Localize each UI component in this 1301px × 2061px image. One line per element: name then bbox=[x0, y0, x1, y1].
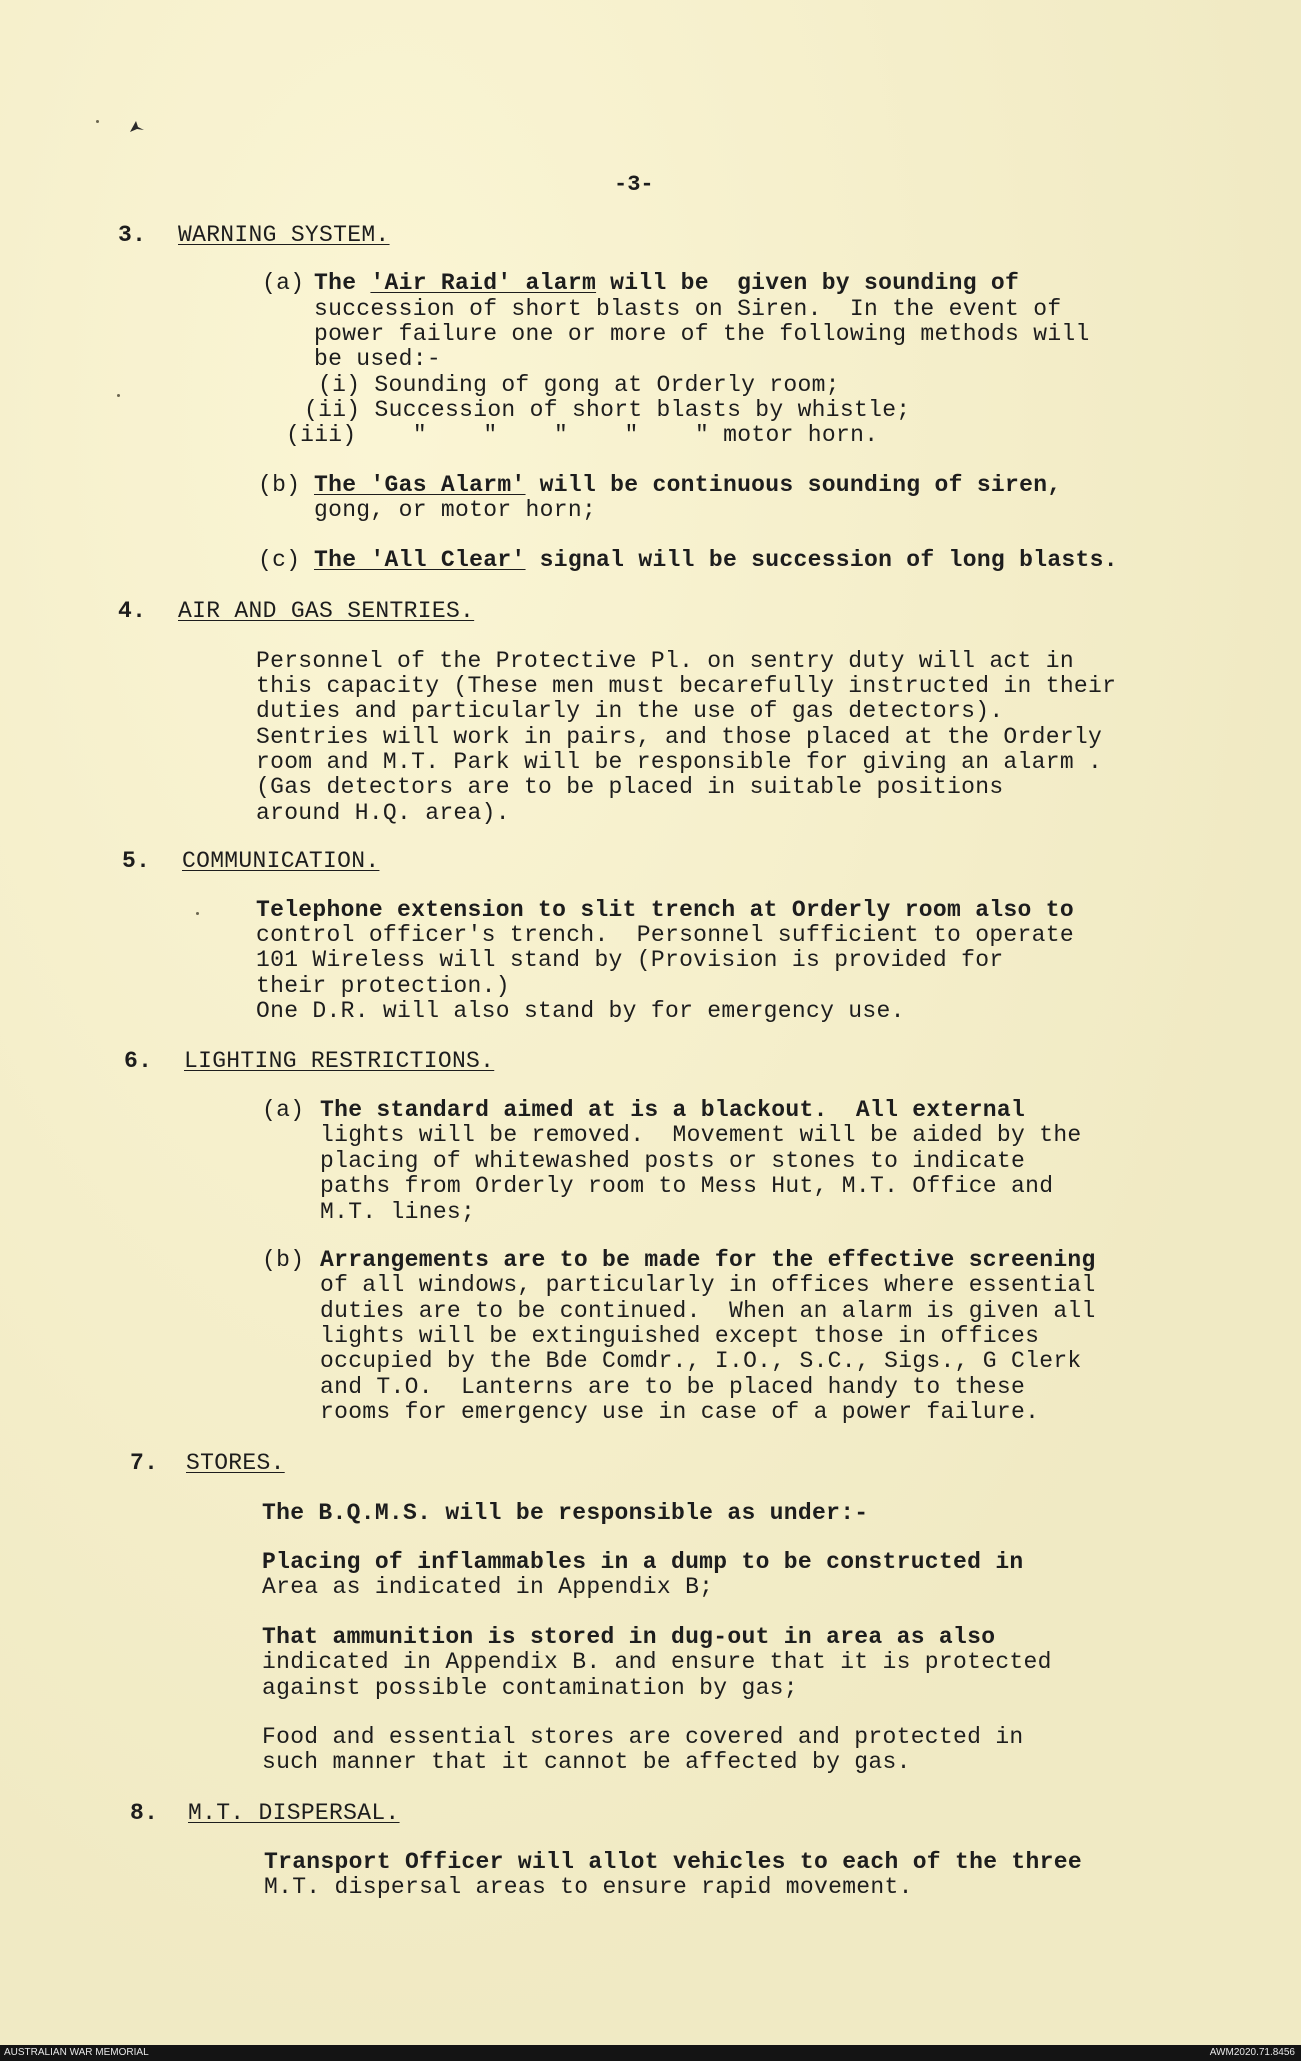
section-7-title: STORES. bbox=[186, 1450, 285, 1476]
s3-c-label: (c) bbox=[258, 547, 301, 573]
s3-a-item-i: (i) Sounding of gong at Orderly room; bbox=[318, 372, 840, 398]
s8-line: Transport Officer will allot vehicles to each of the three bbox=[264, 1849, 1082, 1875]
section-3-number: 3. bbox=[118, 222, 147, 248]
section-3-title: WARNING SYSTEM. bbox=[178, 222, 390, 248]
section-8-number: 8. bbox=[130, 1800, 159, 1826]
s4-line: (Gas detectors are to be placed in suitable positions bbox=[256, 774, 1004, 800]
section-6-title: LIGHTING RESTRICTIONS. bbox=[184, 1048, 495, 1074]
s7-p3-line: Food and essential stores are covered and protected in bbox=[262, 1724, 1024, 1750]
section-5-title: COMMUNICATION. bbox=[182, 848, 380, 874]
page-number: -3- bbox=[614, 172, 654, 197]
section-4-title: AIR AND GAS SENTRIES. bbox=[178, 598, 475, 624]
s3-a-line4: be used:- bbox=[314, 346, 441, 372]
s3-a-item-iii: (iii) " " " " " motor horn. bbox=[286, 422, 879, 448]
speck bbox=[117, 394, 120, 397]
s7-p2-line: That ammunition is stored in dug-out in area as also bbox=[262, 1624, 996, 1650]
s4-line: Personnel of the Protective Pl. on sentry duty will act in bbox=[256, 648, 1074, 674]
s7-p2-line: indicated in Appendix B. and ensure that it is protected bbox=[262, 1649, 1052, 1675]
s3-b-line1: The 'Gas Alarm' will be continuous sounding of siren, bbox=[314, 472, 1062, 498]
s6-b-label: (b) bbox=[262, 1247, 305, 1273]
footer-right: AWM2020.71.8456 bbox=[1209, 2047, 1295, 2058]
s4-line: Sentries will work in pairs, and those placed at the Orderly bbox=[256, 724, 1103, 750]
s3-a-line1: The 'Air Raid' alarm will be given by sounding of bbox=[314, 270, 1020, 296]
s6-b-line: and T.O. Lanterns are to be placed handy to these bbox=[320, 1374, 1026, 1400]
s7-p1-line: Placing of inflammables in a dump to be constructed in bbox=[262, 1549, 1024, 1575]
s6-a-line: The standard aimed at is a blackout. All external bbox=[320, 1097, 1026, 1123]
s6-b-line: rooms for emergency use in case of a power failure. bbox=[320, 1399, 1040, 1425]
s6-a-line: placing of whitewashed posts or stones to indicate bbox=[320, 1148, 1026, 1174]
s7-p3-line: such manner that it cannot be affected by gas. bbox=[262, 1749, 911, 1775]
s6-b-line: lights will be extinguished except those in offices bbox=[320, 1323, 1040, 1349]
s6-b-line: occupied by the Bde Comdr., I.O., S.C., Sigs., G Clerk bbox=[320, 1348, 1082, 1374]
speck bbox=[196, 912, 199, 915]
section-6-number: 6. bbox=[124, 1048, 153, 1074]
s3-a-line2: succession of short blasts on Siren. In the event of bbox=[314, 296, 1062, 322]
s6-b-line: Arrangements are to be made for the effective screening bbox=[320, 1247, 1096, 1273]
s5-line: One D.R. will also stand by for emergency use. bbox=[256, 998, 905, 1024]
section-4-number: 4. bbox=[118, 598, 147, 624]
s3-a-line3: power failure one or more of the following methods will bbox=[314, 321, 1090, 347]
s6-b-line: duties are to be continued. When an alarm is given all bbox=[320, 1298, 1096, 1324]
s5-line: control officer's trench. Personnel sufficient to operate bbox=[256, 922, 1074, 948]
s4-line: room and M.T. Park will be responsible for giving an alarm . bbox=[256, 749, 1103, 775]
s7-p2-line: against possible contamination by gas; bbox=[262, 1675, 798, 1701]
s5-line: their protection.) bbox=[256, 973, 510, 999]
s8-line: M.T. dispersal areas to ensure rapid movement. bbox=[264, 1874, 913, 1900]
s6-a-label: (a) bbox=[262, 1097, 305, 1123]
ink-mark-icon bbox=[128, 118, 146, 136]
s4-line: duties and particularly in the use of gas detectors). bbox=[256, 698, 1004, 724]
s3-a-item-ii: (ii) Succession of short blasts by whistle; bbox=[304, 397, 911, 423]
s6-a-line: paths from Orderly room to Mess Hut, M.T. Office and bbox=[320, 1173, 1054, 1199]
section-5-number: 5. bbox=[122, 848, 151, 874]
s4-line: this capacity (These men must becarefully instructed in their bbox=[256, 673, 1117, 699]
s7-p1-line: Area as indicated in Appendix B; bbox=[262, 1574, 714, 1600]
section-7-number: 7. bbox=[130, 1450, 159, 1476]
section-8-title: M.T. DISPERSAL. bbox=[188, 1800, 400, 1826]
s3-a-label: (a) bbox=[262, 270, 305, 296]
s6-b-line: of all windows, particularly in offices where essential bbox=[320, 1272, 1096, 1298]
s6-a-line: M.T. lines; bbox=[320, 1199, 476, 1225]
speck bbox=[96, 120, 99, 123]
archive-footer bbox=[0, 2045, 1301, 2061]
footer-left: AUSTRALIAN WAR MEMORIAL bbox=[4, 2047, 149, 2058]
s6-a-line: lights will be removed. Movement will be aided by the bbox=[320, 1122, 1082, 1148]
s3-c-line1: The 'All Clear' signal will be succession of long blasts. bbox=[314, 547, 1118, 573]
s3-b-line2: gong, or motor horn; bbox=[314, 497, 597, 523]
s7-intro: The B.Q.M.S. will be responsible as under:- bbox=[262, 1500, 869, 1526]
s5-line: Telephone extension to slit trench at Orderly room also to bbox=[256, 897, 1074, 923]
s5-line: 101 Wireless will stand by (Provision is provided for bbox=[256, 947, 1004, 973]
s4-line: around H.Q. area). bbox=[256, 800, 510, 826]
s3-b-label: (b) bbox=[258, 472, 301, 498]
